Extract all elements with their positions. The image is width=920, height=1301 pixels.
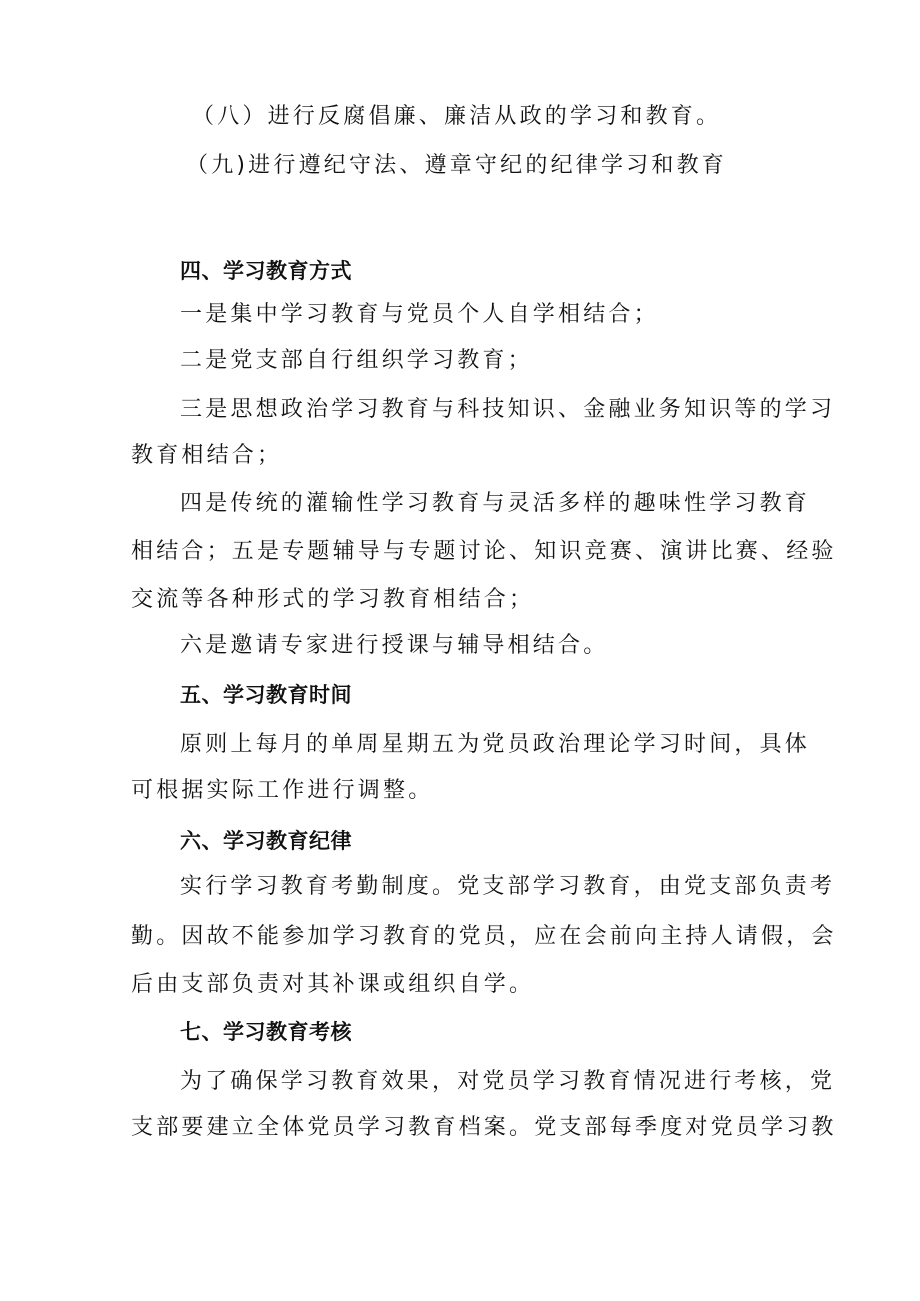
section-6-line-2: 勤。因故不能参加学习教育的党员，应在会前向主持人请假，会	[131, 924, 837, 949]
section-4-line-1: 一是集中学习教育与党员个人自学相结合；	[180, 302, 659, 327]
section-7-line-2: 支部要建立全体党员学习教育档案。党支部每季度对党员学习教	[131, 1115, 837, 1140]
section-4-line-3: 三是思想政治学习教育与科技知识、金融业务知识等的学习	[180, 397, 836, 422]
section-5-line-2: 可根据实际工作进行调整。	[131, 778, 434, 803]
section-4-line-5: 四是传统的灌输性学习教育与灵活多样的趣味性学习教育	[180, 491, 811, 516]
item-8: （八）进行反腐倡廉、廉洁从政的学习和教育。	[192, 104, 722, 129]
section-6-line-3: 后由支部负责对其补课或组织自学。	[131, 972, 535, 997]
section-4-line-7: 交流等各种形式的学习教育相结合；	[131, 587, 535, 612]
section-heading-4: 四、学习教育方式	[180, 259, 352, 283]
section-4-line-6: 相结合；五是专题辅导与专题讨论、知识竞赛、演讲比赛、经验	[131, 539, 837, 564]
section-4-line-4: 教育相结合；	[131, 443, 283, 468]
section-4-line-2: 二是党支部自行组织学习教育；	[180, 348, 533, 373]
section-5-line-1: 原则上每月的单周星期五为党员政治理论学习时间，具体	[180, 732, 811, 757]
section-heading-5: 五、学习教育时间	[180, 683, 352, 707]
section-7-line-1: 为了确保学习教育效果，对党员学习教育情况进行考核，党	[180, 1069, 836, 1094]
section-4-line-8: 六是邀请专家进行授课与辅导相结合。	[180, 633, 609, 658]
section-heading-6: 六、学习教育纪律	[180, 829, 352, 853]
section-6-line-1: 实行学习教育考勤制度。党支部学习教育，由党支部负责考	[180, 874, 836, 899]
item-9: （九)进行遵纪守法、遵章守纪的纪律学习和教育	[186, 153, 727, 178]
section-heading-7: 七、学习教育考核	[180, 1020, 352, 1044]
